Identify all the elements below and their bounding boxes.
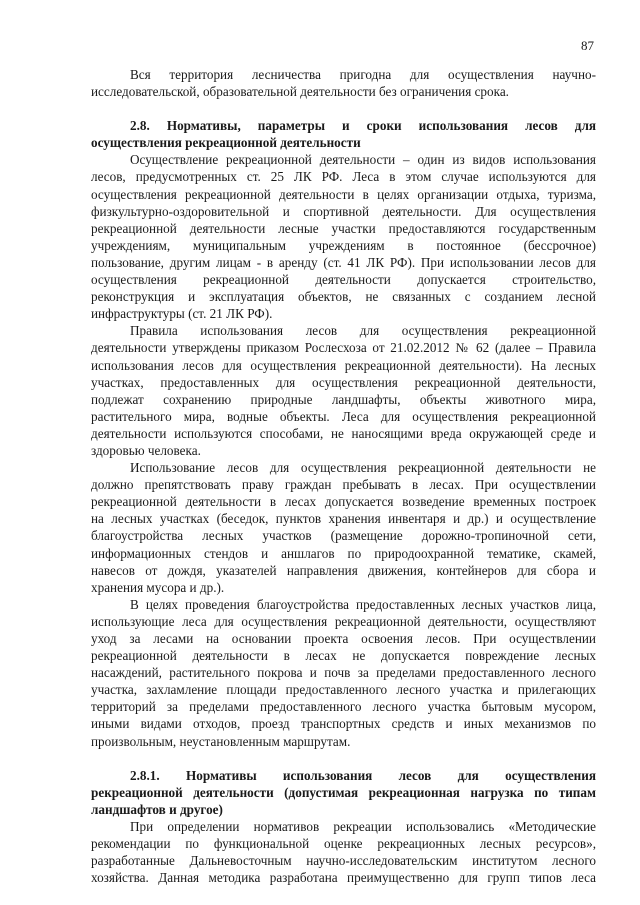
text-line: благоустройства лесных участков (размещение дорожно-тропиночной сети, [91, 528, 596, 544]
text-line: использующие леса для осуществления рекреационной деятельности, осуществляют [91, 613, 596, 629]
heading-line: ландшафтов и другое) [91, 801, 223, 817]
text-line: осуществления рекреационной деятельности допускается строительство, [91, 272, 596, 288]
text-line: инфраструктуры (ст. 21 ЛК РФ). [91, 306, 273, 322]
text-line: рекомендации по функциональной оценке рекреационных лесных ресурсов», [91, 836, 596, 852]
text-line: учреждениям, муниципальным учреждениям в постоянное (бессрочное) [91, 237, 596, 253]
spacer [91, 100, 596, 117]
text-line: использования лесов для осуществления рекреационной деятельности). На лесных [91, 357, 596, 373]
text-line: Использование лесов для осуществления рекреационной деятельности не [130, 460, 596, 476]
text-line: Вся территория лесничества пригодна для осуществления научно- [130, 67, 596, 82]
heading-line: осуществления рекреационной деятельности [91, 135, 361, 151]
text-line: В целях проведения благоустройства предоставленных лесных участков лица, [130, 596, 596, 612]
paragraph-methodology [91, 818, 596, 886]
text-line: физкультурно-оздоровительной и спортивной деятельности. Для осуществления [91, 203, 596, 219]
text-line: рекреационной деятельности в лесах не допускается повреждение лесных [91, 648, 596, 664]
text-line: территорий за пределами предоставленного лесного участка бытовым мусором, [91, 699, 596, 715]
text-line: произвольным, неустановленным маршрутам. [91, 733, 351, 749]
document-body [91, 66, 596, 886]
text-line: Правила использования лесов для осуществления рекреационной [130, 323, 596, 339]
text-line: Осуществление рекреационной деятельности – один из видов использования [130, 152, 596, 168]
text-line: участках, предоставленных для осуществления рекреационной деятельности, [91, 374, 596, 390]
text-line: информационных стендов и аншлагов по природоохранной тематике, скамей, [91, 545, 596, 561]
text-line: насаждений, растительного покрова и почв за пределами предоставленного лесного [91, 665, 596, 681]
text-line: реконструкция и эксплуатация объектов, не связанных с созданием лесной [91, 289, 596, 305]
text-line: иными видами отходов, проезд транспортных средств и иных механизмов по [91, 716, 596, 732]
text-line: растительного мира, водные объекты. Леса для осуществления рекреационной [91, 408, 596, 424]
heading-line: 2.8. Нормативы, параметры и сроки использования лесов для [130, 118, 596, 134]
text-line: пользование, другим лицам - в аренду (ст. 41 ЛК РФ). При использовании лесов для [91, 254, 596, 270]
text-line: должно препятствовать праву граждан пребывать в лесах. При осуществлении [91, 477, 596, 493]
text-line: здоровью человека. [91, 442, 201, 458]
text-line: на лесных участках (беседок, пунктов хранения инвентаря и др.) и осуществление [91, 511, 596, 527]
section-heading-2-8 [91, 117, 596, 151]
text-line: подлежат сохранению природные ландшафты, объекты животного мира, [91, 391, 596, 407]
text-line: исследовательской, образовательной деятельности без ограничения срока. [91, 84, 509, 100]
text-line: деятельности утверждены приказом Рослесхоза от 21.02.2012 № 62 (далее – Правила [91, 340, 596, 356]
text-line: рекреационной деятельности в лесах допускается возведение временных построек [91, 494, 596, 510]
paragraph-recreation-definition [91, 151, 596, 322]
spacer [91, 750, 596, 767]
text-line: навесов от дождя, указателей направления движения, контейнеров для сбора и [91, 562, 596, 578]
text-line: При определении нормативов рекреации использовались «Методические [130, 818, 596, 834]
heading-line: рекреационной деятельности (допустимая рекреационная нагрузка по типам [91, 784, 596, 800]
text-line: рекреационной деятельности лесные участки предоставляются государственным [91, 220, 596, 236]
paragraph-rules [91, 322, 596, 459]
text-line: деятельности используются способами, не наносящими вреда окружающей среде и [91, 425, 596, 441]
intro-paragraph [91, 66, 596, 100]
text-line: уход за лесами на основании проекта освоения лесов. При осуществлении [91, 631, 596, 646]
section-heading-2-8-1 [91, 767, 596, 818]
text-line: хозяйства. Данная методика разработана преимущественно для групп типов леса [91, 870, 596, 886]
text-line: участка, захламление площади предоставленного лесного участка и прилегающих [91, 682, 596, 698]
page-number: 87 [581, 38, 594, 53]
text-line: осуществления рекреационной деятельности в целях организации отдыха, туризма, [91, 186, 596, 202]
text-line: лесов, предусмотренных ст. 25 ЛК РФ. Леса в этом случае используются для [91, 169, 596, 185]
heading-line: 2.8.1. Нормативы использования лесов для осуществления [130, 767, 596, 783]
text-line: разработанные Дальневосточным научно-исследовательским институтом лесного [91, 853, 596, 869]
text-line: хранения мусора и др.). [91, 579, 225, 595]
paragraph-usage [91, 459, 596, 596]
paragraph-landscaping [91, 596, 596, 750]
